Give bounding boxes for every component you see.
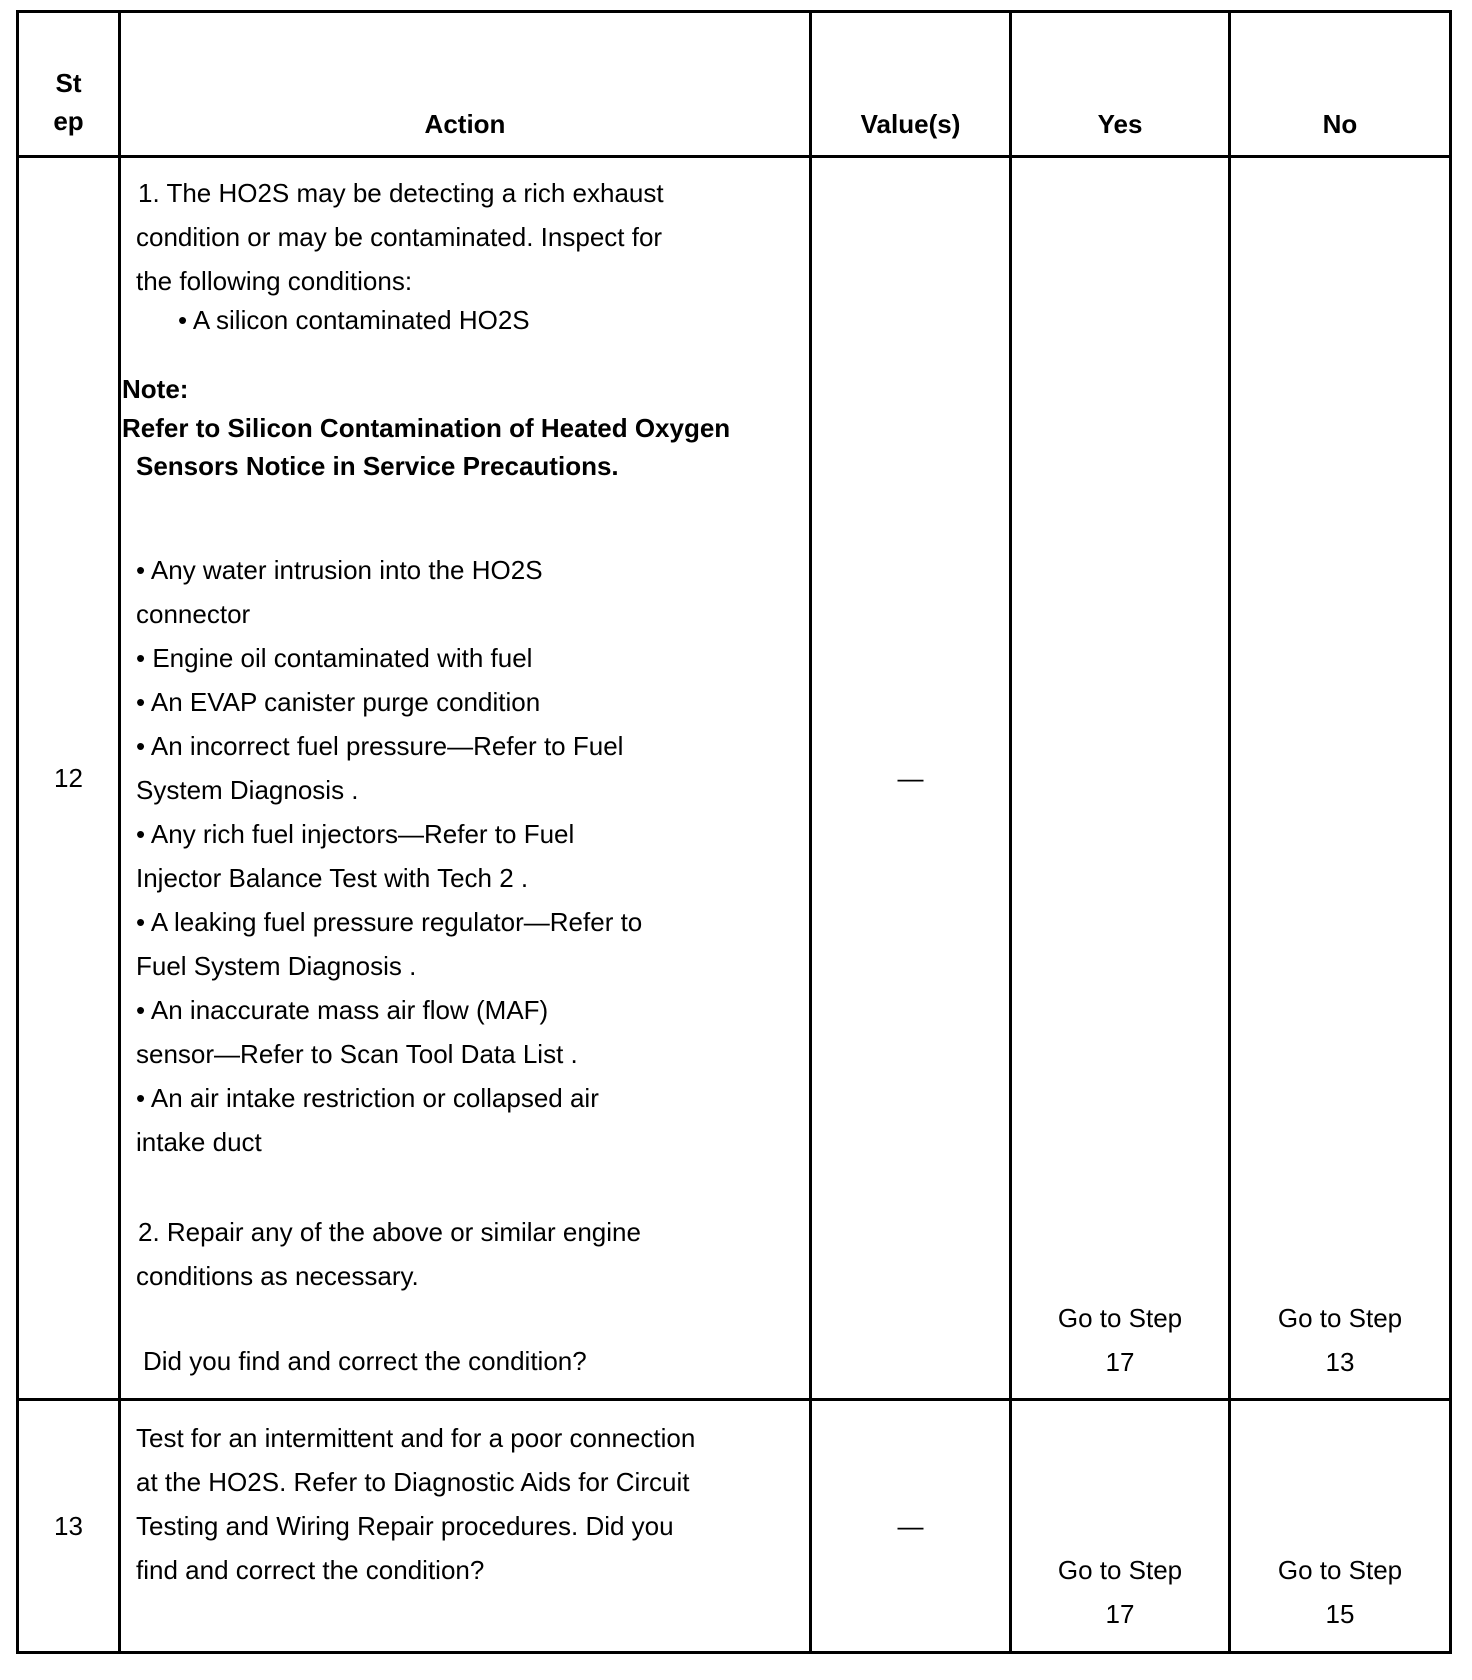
note-text: Refer to Silicon Contamination of Heated Oxygen Sensors Notice in Service Precautions.	[122, 413, 731, 481]
column-divider-2	[809, 10, 812, 1654]
table-border-top	[16, 10, 1452, 13]
table-border-bottom	[16, 1651, 1452, 1654]
no-go-to-step: Go to Step 13	[1277, 1303, 1403, 1377]
sub-bullet: • A silicon contaminated HO2S	[178, 305, 530, 335]
header-action: Action	[424, 109, 506, 139]
header-divider	[16, 155, 1452, 158]
bullet-list: • Any water intrusion into the HO2S connector • Engine oil contaminated with fuel • An EVAP canister purge condition • An incorrect fuel pressure—Refer to Fuel System Diagnosis . • Any rich fuel injectors—Refer to Fuel Injector Balance Test with Tech 2 . • A leaking fuel pressure regulator—Refer to Fuel System Diagnosis . • An inaccurate mass air flow (MAF) sensor—Refer to Scan Tool Data List . • An air intake restriction or collapsed air intake duct	[136, 555, 643, 1157]
column-divider-4	[1228, 10, 1231, 1654]
yes-go-to-step: Go to Step 17	[1057, 1555, 1183, 1629]
value-cell: —	[897, 1511, 924, 1541]
table-border-right	[1449, 10, 1452, 1654]
value-cell: —	[897, 763, 924, 793]
no-go-to-step: Go to Step 15	[1277, 1555, 1403, 1629]
header-step: St ep	[53, 68, 84, 136]
step-number: 13	[54, 1511, 83, 1541]
header-no: No	[1322, 109, 1358, 139]
header-yes: Yes	[1097, 109, 1143, 139]
column-divider-3	[1009, 10, 1012, 1654]
action-question: Did you find and correct the condition?	[143, 1346, 587, 1376]
yes-go-to-step: Go to Step 17	[1057, 1303, 1183, 1377]
column-divider-1	[118, 10, 121, 1654]
note-label: Note:	[122, 374, 189, 404]
step-number: 12	[54, 763, 83, 793]
header-values: Value(s)	[860, 109, 961, 139]
table-border-left	[16, 10, 19, 1654]
action-text: 1. The HO2S may be detecting a rich exhaust condition or may be contaminated. Inspect for the following conditions:	[136, 178, 664, 296]
row-divider	[16, 1398, 1452, 1401]
action-step-2: 2. Repair any of the above or similar engine conditions as necessary.	[136, 1217, 641, 1291]
action-text: Test for an intermittent and for a poor connection at the HO2S. Refer to Diagnostic Aids for Circuit Testing and Wiring Repair procedures. Did you find and correct the condition?	[136, 1423, 696, 1585]
